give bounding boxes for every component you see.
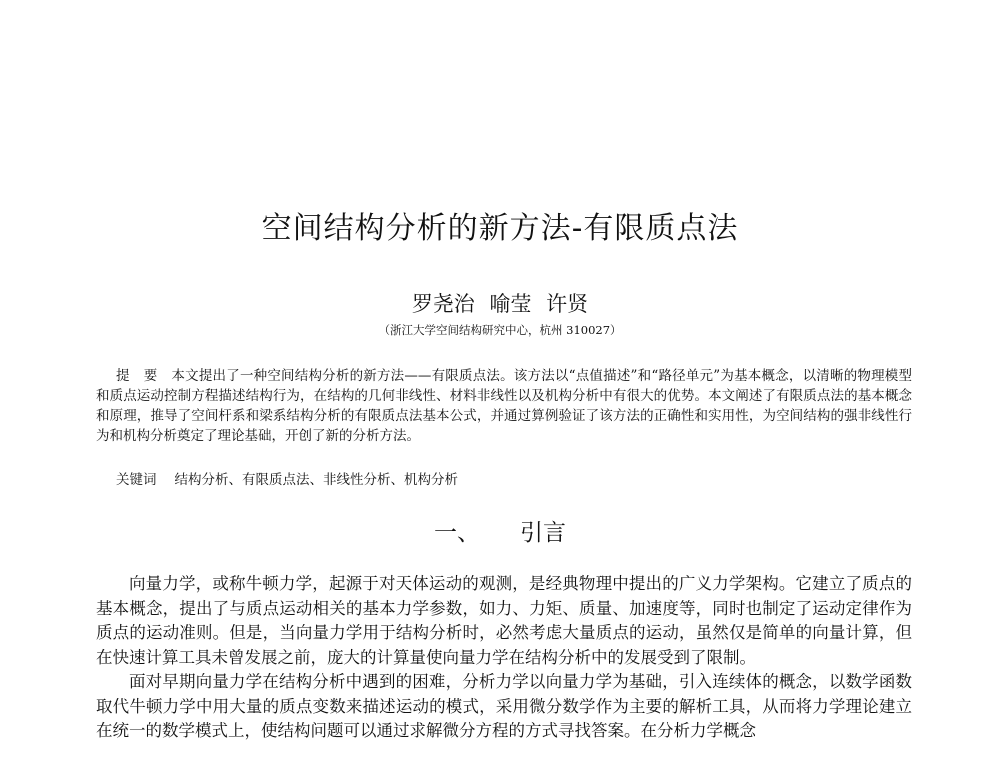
section-heading [0, 514, 1000, 547]
abstract-block [96, 366, 912, 446]
keywords-block [116, 468, 916, 488]
keywords-label: 关键词 [116, 472, 157, 488]
author-list: 罗尧治 喻莹 许贤 [411, 292, 589, 316]
body-text [96, 572, 912, 744]
paper-title: 空间结构分析的新方法-有限质点法 [261, 211, 739, 246]
section-title: 引言 [520, 520, 566, 546]
keywords-text: 结构分析、有限质点法、非线性分析、机构分析 [174, 472, 458, 488]
paragraph: 面对早期向量力学在结构分析中遇到的困难，分析力学以向量力学为基础，引入连续体的概念，以数学函数取代牛顿力学中用大量的质点变数来描述运动的模式，采用微分数学作为主要的解析工具，从而将力学理论建立在统一的数学模式上，使结构问题可以通过求解微分方程的方式寻找答案。在分析力学概念 [96, 672, 912, 740]
abstract-label: 提要 [116, 368, 172, 384]
abstract-text: 本文提出了一种空间结构分析的新方法——有限质点法。该方法以“点值描述”和“路径单元”为基本概念，以清晰的物理模型和质点运动控制方程描述结构行为，在结构的几何非线性、材料非线性以及机构分析中有很大的优势。本文阐述了有限质点法的基本概念和原理，推导了空间杆系和梁系结构分析的有限质点法基本公式，并通过算例验证了该方法的正确性和实用性，为空间结构的强非线性行为和机构分析奠定了理论基础，开创了新的分析方法。 [96, 368, 913, 444]
paragraph: 向量力学，或称牛顿力学，起源于对天体运动的观测，是经典物理中提出的广义力学架构。它建立了质点的基本概念，提出了与质点运动相关的基本力学参数，如力、力矩、质量、加速度等，同时也制定了运动定律作为质点的运动准则。但是，当向量力学用于结构分析时，必然考虑大量质点的运动，虽然仅是简单的向量计算，但在快速计算工具未曾发展之前，庞大的计算量使向量力学在结构分析中的发展受到了限制。 [96, 574, 912, 667]
section-number: 一、 [434, 520, 480, 546]
affiliation: （浙江大学空间结构研究中心，杭州 310027） [378, 323, 622, 337]
